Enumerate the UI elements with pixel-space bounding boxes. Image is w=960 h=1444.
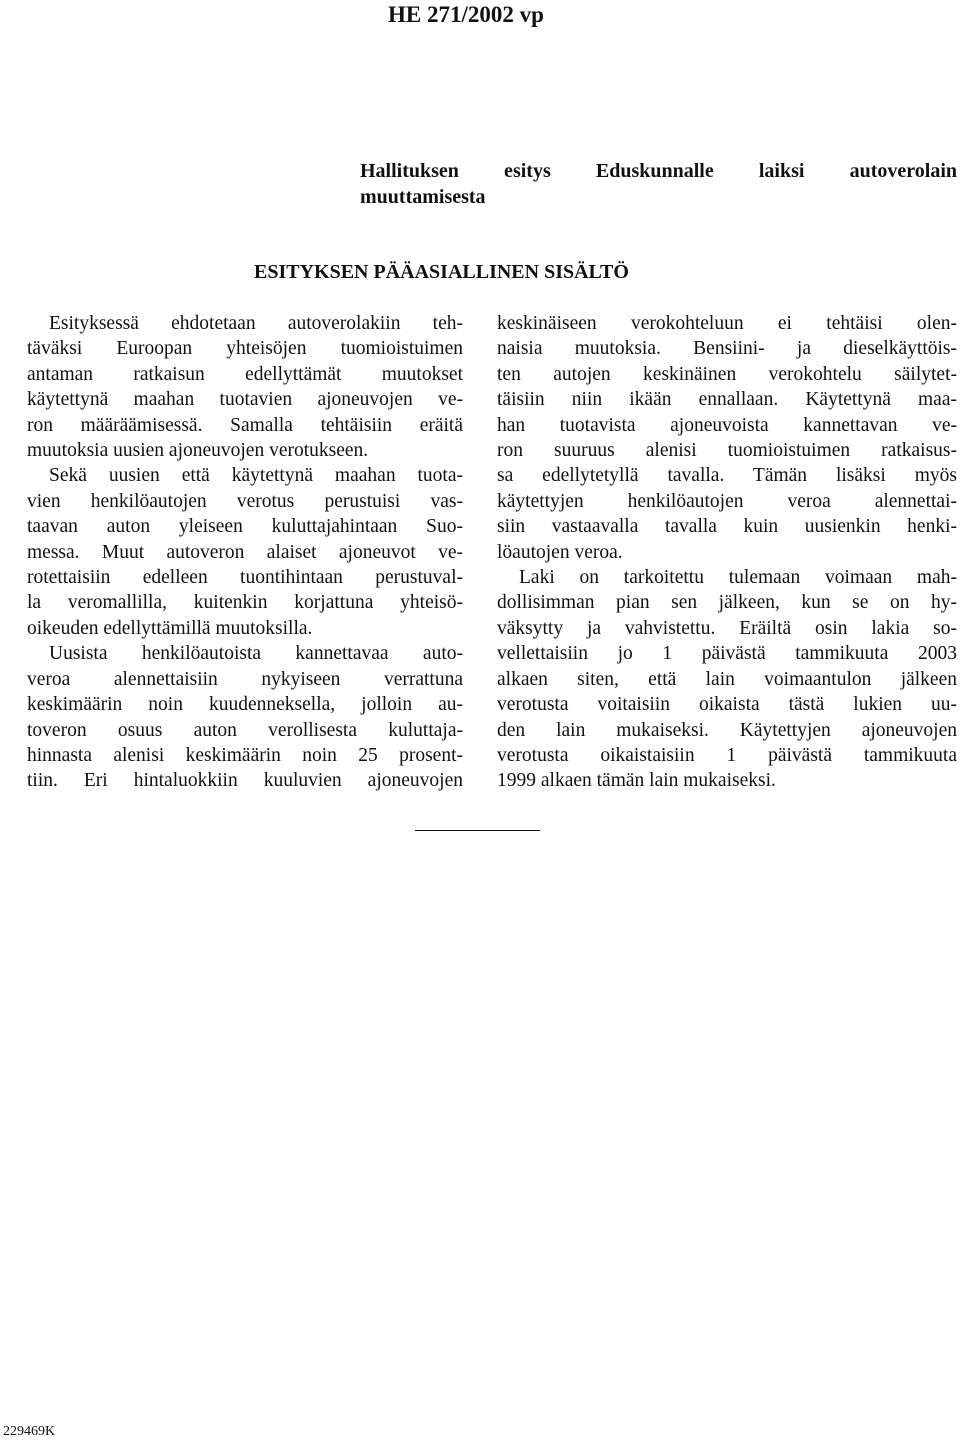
text-line: ron määräämisessä. Samalla tehtäisiin eräitä bbox=[27, 414, 463, 436]
text-line: veroa alennettaisiin nykyiseen verrattuna bbox=[27, 668, 463, 690]
text-line: täisiin niin ikään ennallaan. Käytettynä maa- bbox=[497, 389, 957, 411]
text-line: ron suuruus alenisi tuomioistuimen ratkaisus- bbox=[497, 440, 957, 462]
text-line: rotettaisiin edelleen tuontihintaan perustuval- bbox=[27, 567, 463, 589]
text-line: keskimäärin noin kuudenneksella, jolloin au- bbox=[27, 694, 463, 716]
text-line: oikeuden edellyttämillä muutoksilla. bbox=[27, 617, 313, 639]
bill-title bbox=[360, 158, 957, 210]
text-line: alkaen siten, että lain voimaantulon jälkeen bbox=[497, 668, 957, 690]
text-line: löautojen veroa. bbox=[497, 541, 623, 563]
right-text-column bbox=[497, 311, 957, 794]
text-line: hinnasta alenisi keskimäärin noin 25 prosent- bbox=[27, 744, 463, 766]
document-id: HE 271/2002 vp bbox=[388, 2, 544, 27]
end-rule-divider bbox=[415, 830, 540, 831]
section-heading: ESITYKSEN PÄÄASIALLINEN SISÄLTÖ bbox=[254, 261, 629, 283]
text-line: naisia muutoksia. Bensiini- ja dieselkäyttöis- bbox=[497, 338, 957, 360]
text-line: Laki on tarkoitettu tulemaan voimaan mah- bbox=[519, 567, 957, 589]
text-line: käytettyjen henkilöautojen veroa alennettai- bbox=[497, 490, 957, 512]
text-line: verotusta voitaisiin oikaista tästä lukien uu- bbox=[497, 694, 957, 716]
text-line: dollisimman pian sen jälkeen, kun se on hy- bbox=[497, 592, 957, 614]
text-line: antaman ratkaisun edellyttämät muutokset bbox=[27, 363, 463, 385]
text-line: Uusista henkilöautoista kannettavaa auto- bbox=[49, 643, 463, 665]
text-line: han tuotavista ajoneuvoista kannettavan ve- bbox=[497, 414, 957, 436]
text-line: den lain mukaiseksi. Käytettyjen ajoneuvojen bbox=[497, 719, 957, 741]
text-line: käytettynä maahan tuotavien ajoneuvojen ve- bbox=[27, 389, 463, 411]
text-line: taavan auton yleiseen kuluttajahintaan Suo- bbox=[27, 516, 463, 538]
text-line: muutoksia uusien ajoneuvojen verotukseen. bbox=[27, 440, 369, 462]
text-line: Esityksessä ehdotetaan autoverolakiin teh- bbox=[49, 313, 463, 334]
text-line: keskinäiseen verokohteluun ei tehtäisi olen- bbox=[497, 313, 957, 334]
text-line: toveron osuus auton verollisesta kuluttaja- bbox=[27, 719, 463, 741]
text-line: vien henkilöautojen verotus perustuisi vas- bbox=[27, 490, 463, 512]
print-code: 229469K bbox=[3, 1424, 56, 1439]
text-line: väksytty ja vahvistettu. Eräiltä osin lakia so- bbox=[497, 617, 957, 639]
bill-title-line-2: muuttamisesta bbox=[360, 186, 486, 208]
text-line: sa edellytetyllä tavalla. Tämän lisäksi myös bbox=[497, 465, 957, 487]
text-line: Sekä uusien että käytettynä maahan tuota- bbox=[49, 465, 463, 487]
left-text-column bbox=[27, 311, 463, 794]
text-line: tiin. Eri hintaluokkiin kuuluvien ajoneuvojen bbox=[27, 770, 463, 792]
text-line: siin vastaavalla tavalla kuin uusienkin henki- bbox=[497, 516, 957, 538]
text-line: täväksi Euroopan yhteisöjen tuomioistuimen bbox=[27, 338, 463, 360]
text-line: messa. Muut autoveron alaiset ajoneuvot ve- bbox=[27, 541, 463, 563]
text-line: la veromallilla, kuitenkin korjattuna yhteisö- bbox=[27, 592, 463, 614]
text-line: ten autojen keskinäinen verokohtelu säilytet- bbox=[497, 363, 957, 385]
text-line: vellettaisiin jo 1 päivästä tammikuuta 2003 bbox=[497, 643, 957, 665]
bill-title-line-1: Hallituksen esitys Eduskunnalle laiksi autoverolain bbox=[360, 160, 957, 182]
text-line: verotusta oikaistaisiin 1 päivästä tammikuuta bbox=[497, 744, 957, 766]
text-line: 1999 alkaen tämän lain mukaiseksi. bbox=[497, 770, 776, 792]
